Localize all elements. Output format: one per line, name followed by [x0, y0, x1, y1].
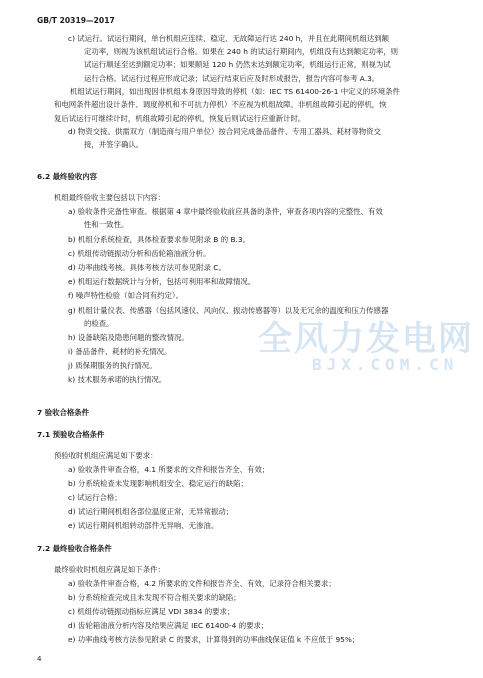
- standard-header: GB/T 20319—2017: [37, 16, 115, 25]
- text-line: b) 机组分系统检查，具体检查要求参见附录 B 的 B.3。: [68, 235, 250, 244]
- watermark-url: BJX.COM.CN: [312, 355, 459, 374]
- section-heading: 7.2 最终验收合格条件: [37, 544, 112, 553]
- text-line: d) 试运行期间机组各部位温度正常，无异常振动；: [68, 507, 234, 516]
- text-line: 复后试运行可继续计时，机组故障引起的停机，恢复后则试运行应重新计时。: [54, 114, 306, 123]
- section-heading: 7 验收合格条件: [37, 408, 90, 417]
- section-heading: 7.1 预验收合格条件: [37, 430, 105, 439]
- page-number: 4: [37, 655, 42, 663]
- section-heading: 6.2 最终验收内容: [37, 172, 98, 181]
- text-line: c) 机组传动链振动指标应满足 VDI 3834 的要求；: [68, 607, 235, 616]
- text-line: 和电网条件超出设计条件、调度停机和不可抗力停机）不应视为机组故障。非机组故障引起的停机，恢: [54, 100, 387, 109]
- text-line: d) 功率曲线考核。具体考核方法可参见附录 C。: [68, 263, 226, 272]
- text-line: a) 验收条件完备性审查。根据第 4 章中最终验收前应具备的条件，审查各项内容的完整性、有效: [68, 207, 383, 216]
- text-line: 性和一致性。: [84, 220, 129, 229]
- text-line: 最终验收时机组应满足如下条件：: [54, 565, 165, 574]
- text-line: b) 分系统检查完成且未发现不符合相关要求的缺陷；: [68, 593, 241, 602]
- text-line: b) 分系统检查未发现影响机组安全、稳定运行的缺陷；: [68, 479, 248, 488]
- text-line: 定功率，则视为该机组试运行合格。如果在 240 h 的试运行期间内，机组没有达到额定功率，则: [84, 47, 399, 56]
- text-line: 运行合格。试运行过程应形成记录；试运行结束后应及时形成报告，报告内容可参考 A.3。: [84, 74, 380, 83]
- text-line: 机组最终验收主要包括以下内容：: [54, 193, 165, 202]
- text-line: e) 机组运行数据统计与分析，包括可利用率和故障情况。: [68, 277, 256, 286]
- text-line: 的检查。: [84, 319, 114, 328]
- text-line: d) 齿轮箱油液分析内容及结果应满足 IEC 61400-4 的要求；: [68, 621, 269, 630]
- text-line: k) 技术服务承诺的执行情况。: [68, 375, 167, 384]
- text-line: j) 质保期服务的执行情况。: [68, 361, 157, 370]
- text-line: c) 试运行合格；: [68, 493, 122, 502]
- text-line: 预验收时机组应满足如下要求：: [54, 451, 158, 460]
- text-line: h) 设备缺陷及隐患问题的整改情况。: [68, 333, 189, 342]
- text-line: 接，并签字确认。: [84, 140, 144, 149]
- text-line: 试运行顺延至达到额定功率；如果顺延 120 h 仍然未达到额定功率，机组运行正常，则视为试: [84, 60, 391, 69]
- text-line: f) 噪声特性检验（如合同有约定）。: [68, 291, 183, 300]
- text-line: i) 备品备件、耗材的补充情况。: [68, 347, 172, 356]
- text-line: c) 试运行。试运行期间，单台机组应连续、稳定、无故障运行达 240 h，并且在此期间机组达到额: [68, 34, 390, 43]
- text-line: e) 功率曲线考核方法参见附录 C 的要求，计算得到的功率曲线保证值 k 不应低于 95%；: [68, 635, 360, 644]
- text-line: a) 验收条件审查合格，4.1 所要求的文件和报告齐全、有效；: [68, 465, 270, 474]
- text-line: g) 机组计量仪表、传感器（包括风速仪、风向仪、振动传感器等）以及无冗余的温度和压力传感器: [68, 306, 389, 315]
- text-line: a) 验收条件审查合格，4.2 所要求的文件和报告齐全、有效，记录符合相关要求；: [68, 579, 336, 588]
- text-line: 机组试运行期间，如出现因非机组本身原因导致的停机（如：IEC TS 61400-26-1 中定义的环境条件: [70, 87, 400, 96]
- text-line: d) 物资交接。供需双方（制造商与用户单位）按合同完成备品备件、专用工器具、耗材等物资交: [68, 127, 381, 136]
- text-line: e) 试运行期间机组转动部件无异响、无渗油。: [68, 521, 219, 530]
- text-line: c) 机组传动链振动分析和齿轮箱油液分析。: [68, 249, 211, 258]
- watermark-text: 全风力发电网: [258, 319, 474, 359]
